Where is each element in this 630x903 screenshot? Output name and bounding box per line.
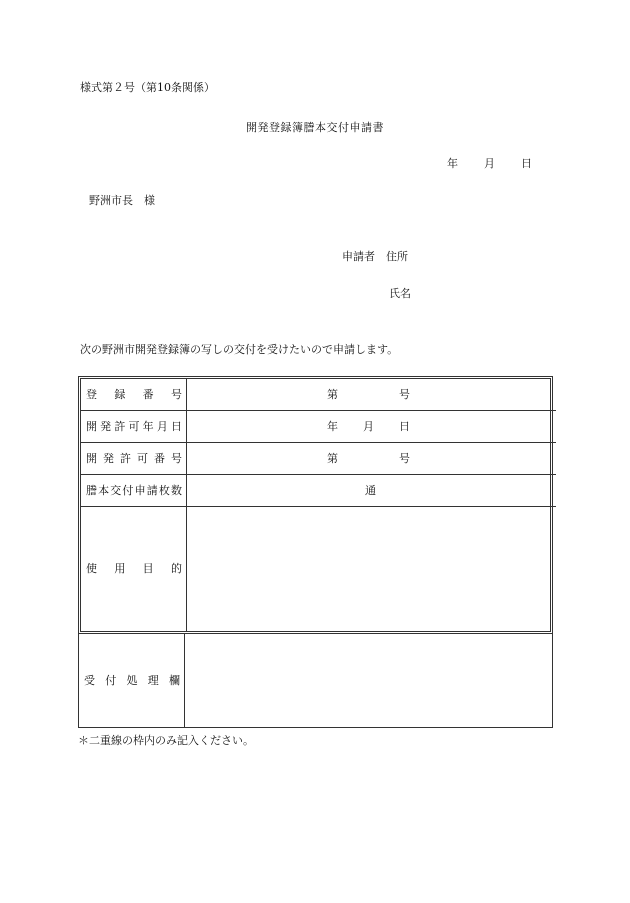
- value-prefix: 第: [327, 452, 338, 465]
- row-copy-count: [81, 475, 556, 507]
- value-day: 日: [399, 420, 410, 433]
- row-purpose: [81, 507, 556, 631]
- addressee: 野洲市長 様: [89, 194, 155, 207]
- date-day: 日: [521, 157, 532, 170]
- date-line: [447, 157, 532, 171]
- application-statement: 次の野洲市開発登録簿の写しの交付を受けたいので申請します。: [80, 343, 399, 356]
- applicant-address-label: 申請者 住所: [342, 250, 408, 263]
- row-label: 登録番号: [86, 388, 182, 401]
- row-label: 開発許可年月日: [86, 420, 182, 433]
- row-permit-date: [81, 411, 556, 443]
- row-label: 使用目的: [86, 562, 182, 575]
- date-year: 年: [447, 157, 458, 170]
- row-permit-number: [81, 443, 556, 475]
- date-month: 月: [484, 157, 495, 170]
- applicant-name-label: 氏名: [389, 287, 411, 300]
- footnote: ＊二重線の枠内のみ記入ください。: [78, 734, 254, 747]
- value-year: 年: [327, 420, 338, 433]
- value-prefix: 第: [327, 388, 338, 401]
- value-suffix: 号: [399, 452, 410, 465]
- reception-frame: [78, 633, 553, 728]
- document-title: 開発登録簿謄本交付申請書: [246, 121, 384, 134]
- application-form-table: [78, 376, 553, 728]
- value-suffix: 号: [399, 388, 410, 401]
- row-label: 謄本交付申請枚数: [86, 484, 182, 497]
- double-line-frame: [78, 376, 553, 634]
- value-month: 月: [363, 420, 374, 433]
- row-registration-number: [81, 379, 556, 411]
- value-unit: 通: [365, 484, 376, 497]
- form-number: 様式第２号（第10条関係）: [80, 81, 215, 94]
- row-label: 開発許可番号: [86, 452, 182, 465]
- column-divider: [184, 634, 185, 727]
- reception-label: 受付処理欄: [84, 674, 180, 687]
